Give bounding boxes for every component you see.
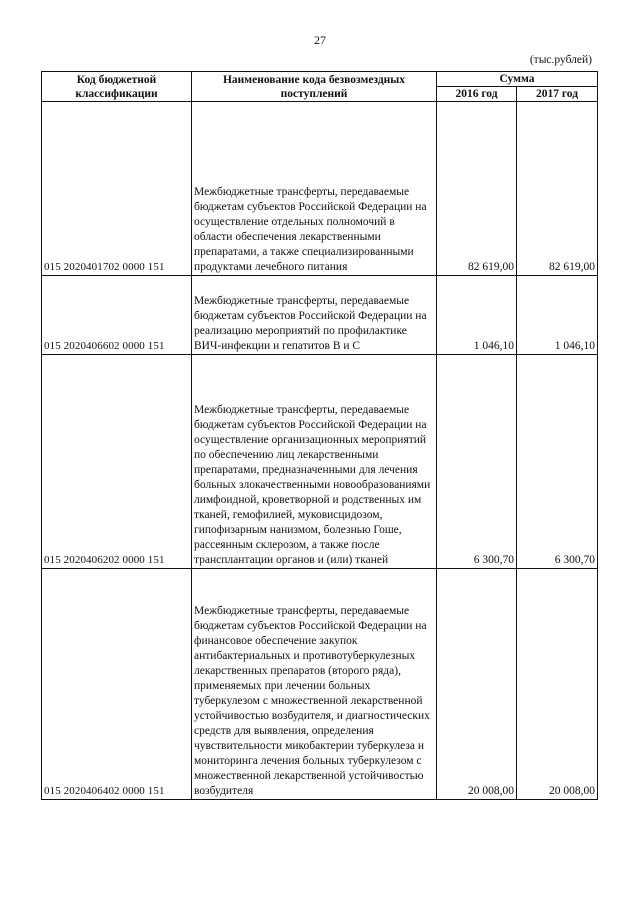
row-amount-2017: 6 300,70: [517, 355, 598, 569]
row-amount-2016: 1 046,10: [437, 276, 517, 355]
table-row: [42, 355, 598, 569]
row-amount-2017: 82 619,00: [517, 102, 598, 276]
row-amount-2017: 20 008,00: [517, 569, 598, 800]
units-label: (тыс.рублей): [529, 54, 592, 66]
table-row: [42, 276, 598, 355]
row-amount-2016: 6 300,70: [437, 355, 517, 569]
row-name: Межбюджетные трансферты, передаваемые бюджетам субъектов Российской Федерации на осуществление отдельных полномочий в области обеспечения лекарственными препаратами, а также специализированными продуктами лечебного питания: [192, 102, 437, 276]
row-code: 015 2020401702 0000 151: [42, 102, 192, 276]
row-amount-2016: 82 619,00: [437, 102, 517, 276]
row-code: 015 2020406602 0000 151: [42, 276, 192, 355]
row-name: Межбюджетные трансферты, передаваемые бюджетам субъектов Российской Федерации на финансовое обеспечение закупок антибактериальных и противотуберкулезных лекарственных препаратов (второго ряда), применяемых при лечении больных туберкулезом с множественной лекарственной устойчивостью возбудителя, и диагностических средств для выявления, определения чувствительности микобактерии туберкулеза и мониторинга лечения больных туберкулезом с множественной лекарственной устойчивостью возбудителя: [192, 569, 437, 800]
header-row: [42, 72, 598, 87]
row-amount-2016: 20 008,00: [437, 569, 517, 800]
row-code: 015 2020406202 0000 151: [42, 355, 192, 569]
row-amount-2017: 1 046,10: [517, 276, 598, 355]
row-code: 015 2020406402 0000 151: [42, 569, 192, 800]
row-name: Межбюджетные трансферты, передаваемые бюджетам субъектов Российской Федерации на реализацию мероприятий по профилактике ВИЧ-инфекции и гепатитов B и C: [192, 276, 437, 355]
table-row: [42, 102, 598, 276]
row-name: Межбюджетные трансферты, передаваемые бюджетам субъектов Российской Федерации на осуществление организационных мероприятий по обеспечению лиц лекарственными препаратами, предназначенными для лечения больных злокачественными новообразованиями лимфоидной, кроветворной и родственных им тканей, гемофилией, муковисцидозом, гипофизарным нанизмом, болезнью Гоше, рассеянным склерозом, а также после трансплантации органов и (или) тканей: [192, 355, 437, 569]
page-number: 27: [314, 33, 326, 47]
header-year-2017: 2017 год: [517, 87, 598, 102]
header-year-2016: 2016 год: [437, 87, 517, 102]
header-code: Код бюджетной классификации: [42, 72, 192, 102]
table-row: [42, 569, 598, 800]
header-name: Наименование кода безвозмездных поступлений: [192, 72, 437, 102]
header-amount: Сумма: [437, 72, 598, 87]
budget-table: [41, 71, 598, 800]
